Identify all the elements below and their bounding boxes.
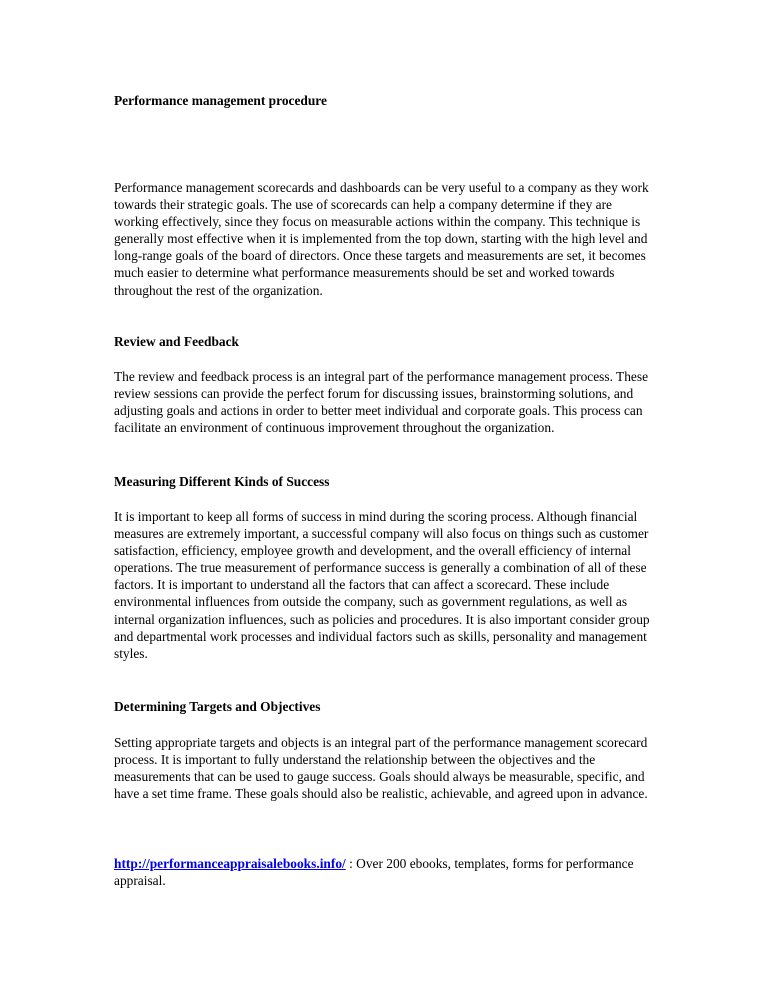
intro-paragraph: Performance management scorecards and dashboards can be very useful to a company as they work towards their strategic goals. The use of scorecards can help a company determine if they are working effectively, since they focus on measurable actions within the company. This technique is generally most effective when it is implemented from the top down, starting with the high level and long-range goals of the board of directors. Once these targets and measurements are set, it becomes much easier to determine what performance measurements should be set and worked towards throughout the rest of the organization. <box>114 180 649 298</box>
section-body-review: The review and feedback process is an integral part of the performance management process. These review sessions can provide the perfect forum for discussing issues, brainstorming solutions, and adjusting goals and actions in order to better meet individual and corporate goals. This process can facilitate an environment of continuous improvement throughout the organization. <box>114 369 649 436</box>
section-heading-review: Review and Feedback <box>114 334 239 349</box>
ebooks-link[interactable]: http://performanceappraisalebooks.info/ <box>114 856 346 871</box>
section-body-targets: Setting appropriate targets and objects is an integral part of the performance management scorecard process. It is important to fully understand the relationship between the objectives and the measurements that can be used to gauge success. Goals should always be measurable, specific, and have a set time frame. These goals should also be realistic, achievable, and agreed upon in advance. <box>114 735 648 802</box>
footer-paragraph <box>114 855 659 889</box>
section-body-success: It is important to keep all forms of success in mind during the scoring process. Although financial measures are extremely important, a successful company will also focus on things such as customer satisfaction, efficiency, employee growth and development, and the overall efficiency of internal operations. The true measurement of performance success is generally a combination of all of these factors. It is important to understand all the factors that can affect a scorecard. These include environmental influences from outside the company, such as government regulations, as well as internal organization influences, such as policies and procedures. It is also important consider group and departmental work processes and individual factors such as skills, personality and management styles. <box>114 509 650 661</box>
section-heading-success: Measuring Different Kinds of Success <box>114 474 330 489</box>
document-title: Performance management procedure <box>114 93 327 108</box>
section-heading-targets: Determining Targets and Objectives <box>114 699 321 714</box>
footer-text: : Over 200 ebooks, templates, forms for performance appraisal. <box>114 856 634 889</box>
